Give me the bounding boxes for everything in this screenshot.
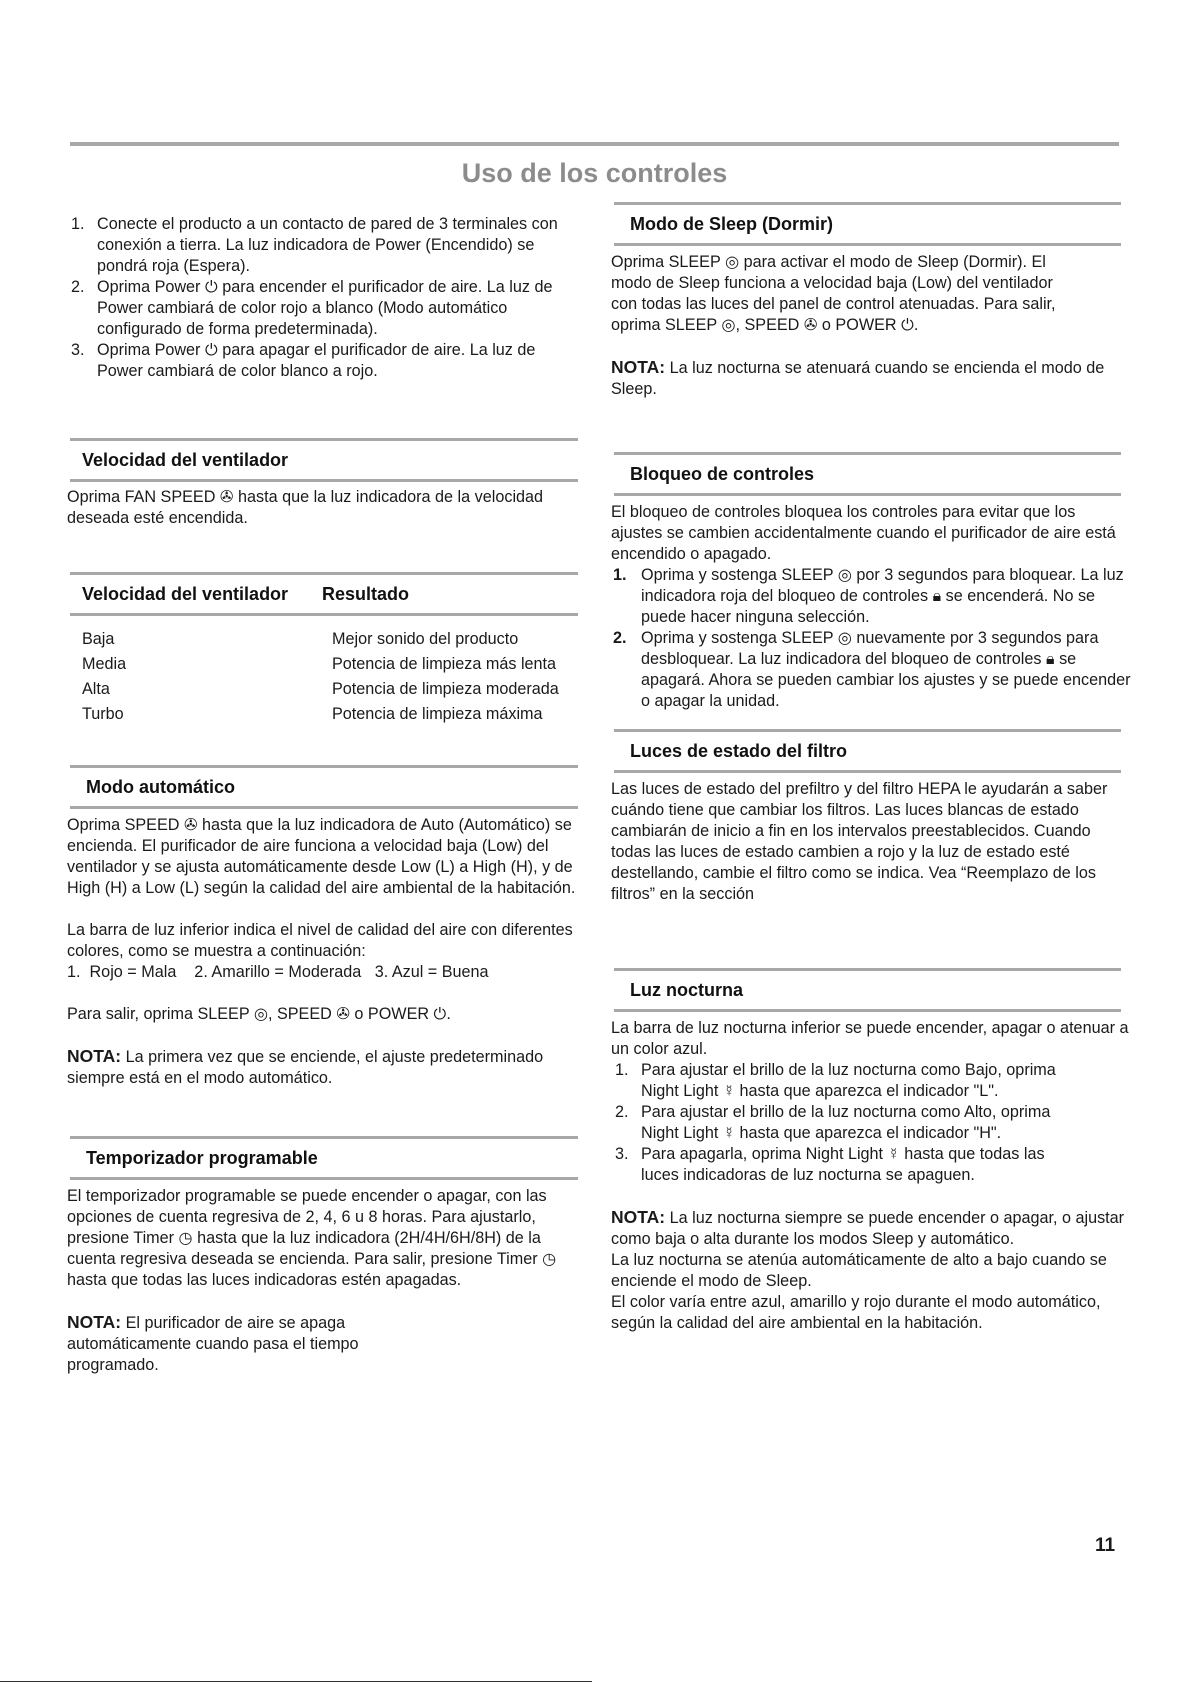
sleep-mode-heading: Modo de Sleep (Dormir) xyxy=(614,202,1121,246)
auto-mode-heading: Modo automático xyxy=(70,765,578,809)
timer-heading: Temporizador programable xyxy=(70,1136,578,1180)
title-rule xyxy=(70,142,1119,146)
list-item: 1. Oprima y sostenga SLEEP ◎ por 3 segundos para bloquear. La luz indicadora roja del bloqueo de controles 🔒︎ se encenderá. No se puede hacer ninguna selección. xyxy=(613,566,1124,626)
speed-table xyxy=(82,627,559,727)
page-title: Uso de los controles xyxy=(461,158,728,188)
list-item: 2. Oprima Power ⏻ para encender el purificador de aire. La luz de Power cambiará de color rojo a blanco (Modo automático configurado de forma predeterminada). xyxy=(71,278,553,338)
table-header-speed: Velocidad del ventilador xyxy=(82,584,289,604)
night-light-heading: Luz nocturna xyxy=(614,968,1121,1012)
fan-speed-heading: Velocidad del ventilador xyxy=(70,438,578,482)
control-lock-body: El bloqueo de controles bloquea los controles para evitar que los ajustes se cambien accidentalmente cuando el purificador de aire está encendido o apagado. 1. Oprima y sostenga SLEEP ◎ por 3 segundos para bloquear. La luz indicadora roja del bloqueo de controles 🔒︎ se encenderá. No se puede hacer ninguna selección. 2. Oprima y sostenga SLEEP ◎ nuevamente por 3 segundos para desbloquear. La luz indicadora del bloqueo de controles 🔒︎ se apagará. Ahora se pueden cambiar los ajustes y se puede encender o apagar la unidad. xyxy=(611,503,1131,710)
table-row: Turbo Potencia de limpieza máxima xyxy=(82,705,543,723)
sleep-mode-body: Oprima SLEEP ◎ para activar el modo de Sleep (Dormir). El modo de Sleep funciona a velocidad baja (Low) del ventilador con todas las luces del panel de control atenuadas. Para salir, oprima SLEEP ◎, SPEED ✇ o POWER ⏻. NOTA: La luz nocturna se atenuará cuando se encienda el modo de Sleep. xyxy=(611,253,1105,398)
note-label: NOTA: xyxy=(67,1312,122,1332)
list-item: 3. Para apagarla, oprima Night Light ☿ hasta que todas las luces indicadoras de luz nocturna se apaguen. xyxy=(615,1145,1045,1184)
speed-table-header xyxy=(70,572,578,616)
fan-speed-text: Oprima FAN SPEED ✇ hasta que la luz indicadora de la velocidad deseada esté encendida. xyxy=(67,488,544,527)
list-item: 3. Oprima Power ⏻ para apagar el purificador de aire. La luz de Power cambiará de color blanco a rojo. xyxy=(71,341,536,380)
filter-status-heading: Luces de estado del filtro xyxy=(614,729,1121,773)
filter-status-text: Las luces de estado del prefiltro y del filtro HEPA le ayudarán a saber cuándo tiene que cambiar los filtros. Las luces blancas de estado cambiarán de inicio a fin en los intervalos preestablecidos. Cuando todas las luces de estado cambien a rojo y la luz de estado esté destellando, cambie el filtro como se indica. Vea “Reemplazo de los filtros” en la sección xyxy=(611,780,1108,903)
night-light-body: La barra de luz nocturna inferior se puede encender, apagar o atenuar a un color azul. 1. Para ajustar el brillo de la luz nocturna como Bajo, oprima Night Light ☿ hasta que aparezca el indicador "L". 2. Para ajustar el brillo de la luz nocturna como Alto, oprima Night Light ☿ hasta que aparezca el indicador "H". 3. Para apagarla, oprima Night Light ☿ hasta que todas las luces indicadoras de luz nocturna se apaguen. NOTA: La luz nocturna siempre se puede encender o apagar, o ajustar como baja o alta durante los modos Sleep y automático. La luz nocturna se atenúa automáticamente de alto a bajo cuando se enciende el modo de Sleep. El color varía entre azul, amarillo y rojo durante el modo automático, según la calidad del aire ambiental en la habitación. xyxy=(611,1018,1131,1334)
control-lock-steps xyxy=(611,565,1131,712)
table-row: Media Potencia de limpieza más lenta xyxy=(82,655,557,673)
table-row: Alta Potencia de limpieza moderada xyxy=(82,680,559,698)
page-number: 11 xyxy=(1095,1535,1116,1556)
note-label: NOTA: xyxy=(611,357,666,377)
table-header-result: Resultado xyxy=(322,584,410,604)
auto-mode-body: Oprima SPEED ✇ hasta que la luz indicadora de Auto (Automático) se encienda. El purificador de aire funciona a velocidad baja (Low) del ventilador y se ajusta automáticamente desde Low (L) a High (H), y de High (H) a Low (L) según la calidad del aire ambiental de la habitación. La barra de luz inferior indica el nivel de calidad del aire con diferentes colores, como se muestra a continuación: 1. Rojo = Mala 2. Amarillo = Moderada 3. Azul = Buena Para salir, oprima SLEEP ◎, SPEED ✇ o POWER ⏻. NOTA: La primera vez que se enciende, el ajuste predeterminado siempre está en el modo automático. xyxy=(67,816,576,1087)
note-label: NOTA: xyxy=(611,1207,666,1227)
list-item: 1. Conecte el producto a un contacto de pared de 3 terminales con conexión a tierra. La luz indicadora de Power (Encendido) se pondrá roja (Espera). xyxy=(71,215,558,275)
timer-body: El temporizador programable se puede encender o apagar, con las opciones de cuenta regresiva de 2, 4, 6 u 8 horas. Para ajustarlo, presione Timer ◷ hasta que la luz indicadora (2H/4H/6H/8H) de la cuenta regresiva deseada se encienda. Para salir, presione Timer ◷ hasta que todas las luces indicadoras estén apagadas. NOTA: El purificador de aire se apaga automáticamente cuando pasa el tiempo programado. xyxy=(67,1187,557,1374)
list-item: 2. Para ajustar el brillo de la luz nocturna como Alto, oprima Night Light ☿ hasta que aparezca el indicador "H". xyxy=(615,1103,1051,1142)
intro-steps xyxy=(67,214,579,382)
list-item: 1. Para ajustar el brillo de la luz nocturna como Bajo, oprima Night Light ☿ hasta que aparezca el indicador "L". xyxy=(615,1061,1056,1100)
night-light-steps xyxy=(611,1060,1131,1186)
list-item: 2. Oprima y sostenga SLEEP ◎ nuevamente por 3 segundos para desbloquear. La luz indicadora del bloqueo de controles 🔒︎ se apagará. Ahora se pueden cambiar los ajustes y se puede encender o apagar la unidad. xyxy=(613,629,1131,710)
table-row: Baja Mejor sonido del producto xyxy=(82,630,519,648)
note-label: NOTA: xyxy=(67,1046,122,1066)
control-lock-heading: Bloqueo de controles xyxy=(614,452,1121,496)
footer-rule xyxy=(0,1681,592,1682)
